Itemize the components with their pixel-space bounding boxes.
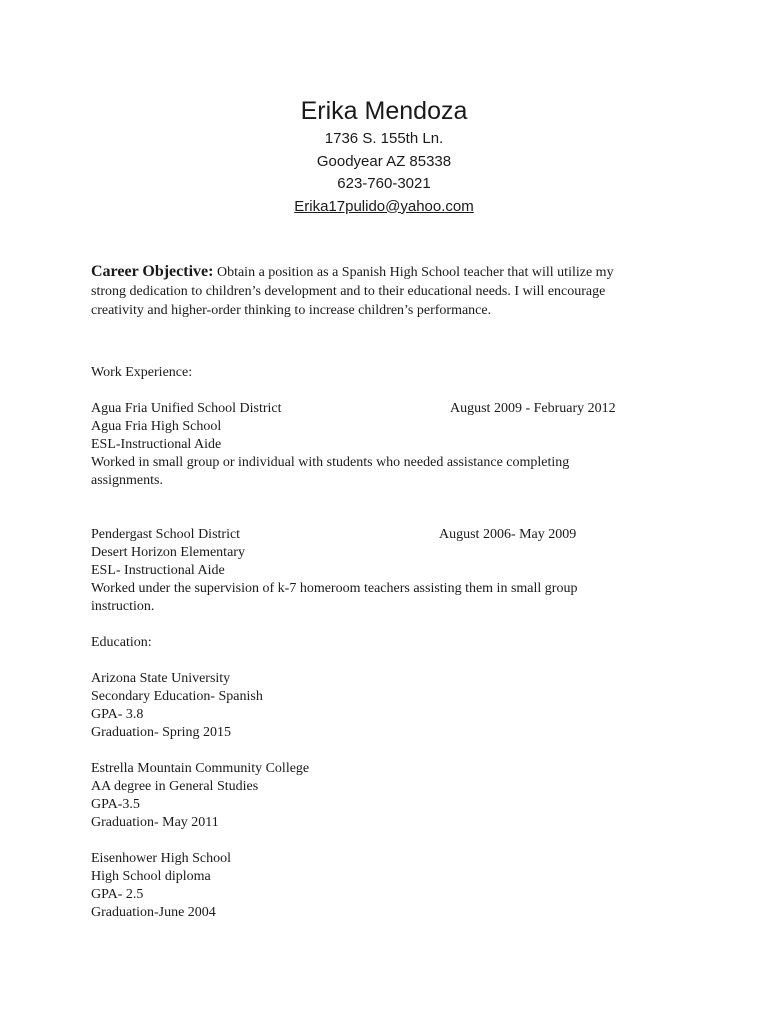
education-entry — [91, 850, 651, 922]
job-dates: August 2006- May 2009 — [439, 527, 577, 542]
school-gpa: GPA- 2.5 — [91, 887, 144, 902]
work-experience-heading: Work Experience: — [91, 365, 193, 380]
school-gpa: GPA- 3.8 — [91, 707, 144, 722]
address-line-1: 1736 S. 155th Ln. — [324, 130, 444, 147]
education-heading: Education: — [91, 635, 152, 650]
school-graduation: Graduation- May 2011 — [91, 815, 219, 830]
job-employer: Agua Fria Unified School District — [91, 401, 282, 416]
resume-body — [91, 262, 651, 922]
resume-header — [0, 96, 768, 218]
job-title: ESL- Instructional Aide — [91, 563, 225, 578]
school-graduation: Graduation- Spring 2015 — [91, 725, 231, 740]
job-school: Agua Fria High School — [91, 419, 222, 434]
education-entry — [91, 670, 651, 742]
education-entry — [91, 760, 651, 832]
school-name: Arizona State University — [91, 671, 231, 686]
school-graduation: Graduation-June 2004 — [91, 905, 216, 920]
objective-text: Obtain a position as a Spanish High School teacher that will utilize my strong dedication to children’s development and to their educational needs. I will encourage creativity and higher-order thinking to increase children’s performance. — [91, 265, 614, 318]
job-title: ESL-Instructional Aide — [91, 437, 222, 452]
job-description: Worked under the supervision of k-7 homeroom teachers assisting them in small group instruction. — [91, 581, 578, 614]
objective-label: Career Objective: — [91, 263, 214, 280]
school-name: Estrella Mountain Community College — [91, 761, 310, 776]
school-program: Secondary Education- Spanish — [91, 689, 263, 704]
address-line-2: Goodyear AZ 85338 — [316, 152, 452, 170]
email-link[interactable]: Erika17pulido@yahoo.com — [294, 197, 474, 215]
career-objective — [91, 262, 651, 320]
job-description: Worked in small group or individual with students who needed assistance completing assignments. — [91, 455, 570, 488]
job-entry — [91, 400, 651, 490]
job-school: Desert Horizon Elementary — [91, 545, 245, 560]
job-employer: Pendergast School District — [91, 527, 241, 542]
job-entry — [91, 526, 651, 616]
school-program: High School diploma — [91, 869, 211, 884]
phone-number: 623-760-3021 — [337, 175, 431, 192]
school-program: AA degree in General Studies — [91, 779, 259, 794]
job-dates: August 2009 - February 2012 — [450, 401, 616, 416]
school-gpa: GPA-3.5 — [91, 797, 140, 812]
applicant-name: Erika Mendoza — [300, 97, 468, 125]
school-name: Eisenhower High School — [91, 851, 231, 866]
